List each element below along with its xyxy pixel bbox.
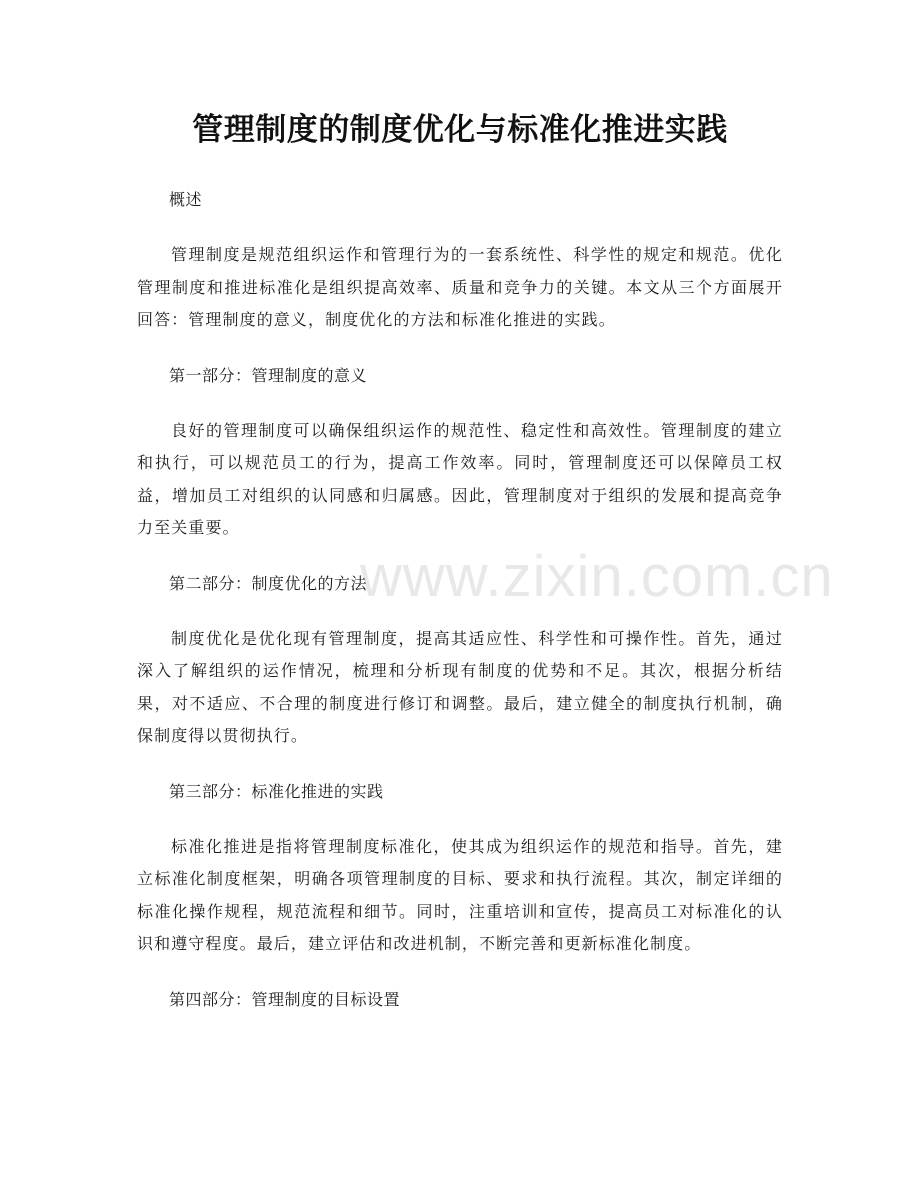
page-title: 管理制度的制度优化与标准化推进实践 [192,112,728,148]
watermark: www.zixin.com.cn [360,544,834,609]
paragraph-overview: 管理制度是规范组织运作和管理行为的一套系统性、科学性的规定和规范。优化管理制度和推进标准化是组织提高效率、质量和竞争力的关键。本文从三个方面展开回答：管理制度的意义，制度优化的方法和标准化推进的实践。 [137,245,783,329]
document-body [137,184,783,1039]
section-heading-overview: 概述 [169,190,203,209]
paragraph-part1: 良好的管理制度可以确保组织运作的规范性、稳定性和高效性。管理制度的建立和执行，可以规范员工的行为，提高工作效率。同时，管理制度还可以保障员工权益，增加员工对组织的认同感和归属感。因此，管理制度对于组织的发展和提高竞争力至关重要。 [137,420,783,537]
paragraph-part3: 标准化推进是指将管理制度标准化，使其成为组织运作的规范和指导。首先，建立标准化制度框架，明确各项管理制度的目标、要求和执行流程。其次，制定详细的标准化操作规程，规范流程和细节。同时，注重培训和宣传，提高员工对标准化的认识和遵守程度。最后，建立评估和改进机制，不断完善和更新标准化制度。 [137,836,783,953]
section-heading-part3: 第三部分：标准化推进的实践 [169,781,384,801]
section-heading-part2: 第二部分：制度优化的方法 [169,573,368,593]
section-heading-part1: 第一部分：管理制度的意义 [169,365,368,385]
section-heading-part4: 第四部分：管理制度的目标设置 [169,989,401,1009]
paragraph-part2: 制度优化是优化现有管理制度，提高其适应性、科学性和可操作性。首先，通过深入了解组织的运作情况，梳理和分析现有制度的优势和不足。其次，根据分析结果，对不适应、不合理的制度进行修订和调整。最后，建立健全的制度执行机制，确保制度得以贯彻执行。 [137,628,783,745]
